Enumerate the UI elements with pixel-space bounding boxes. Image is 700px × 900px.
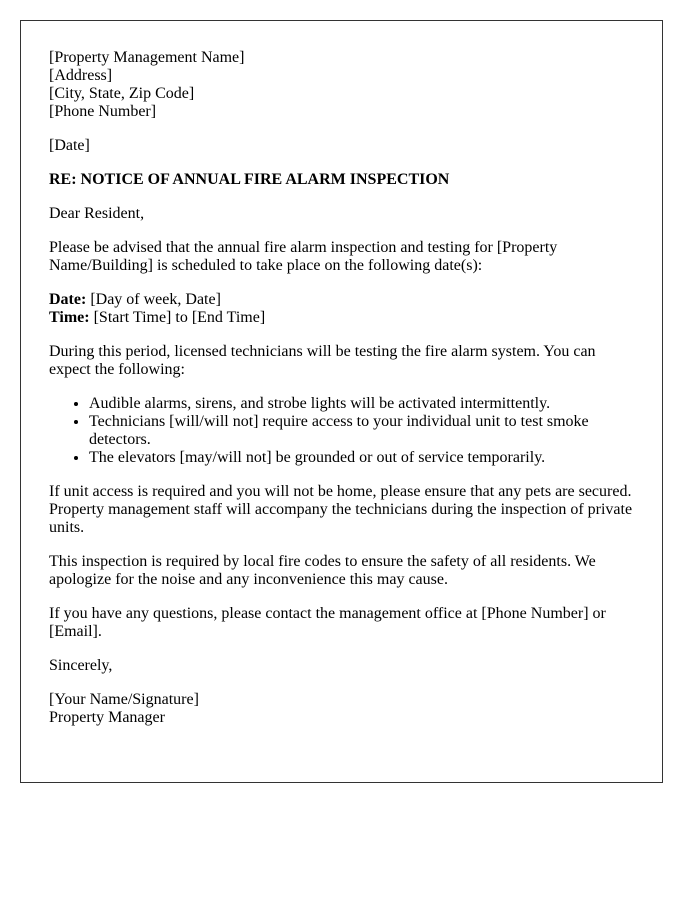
signature-title: Property Manager (49, 709, 165, 726)
intro-paragraph: Please be advised that the annual fire alarm inspection and testing for [Property Name/Building] is scheduled to take place on the following date(s): (49, 239, 558, 274)
list-item: • The elevators [may/will not] be grounded or out of service temporarily. (89, 449, 634, 467)
signature-block (49, 691, 634, 727)
expectations-list (49, 395, 634, 467)
date-value: [Day of week, Date] (86, 291, 221, 308)
list-item: • Technicians [will/will not] require access to your individual unit to test smoke detectors. (89, 413, 634, 449)
contact-paragraph: If you have any questions, please contact the management office at [Phone Number] or [Email]. (49, 605, 606, 640)
expect-intro: During this period, licensed technicians will be testing the fire alarm system. You can expect the following: (49, 343, 596, 378)
sender-phone: [Phone Number] (49, 103, 157, 120)
closing: Sincerely, (49, 657, 113, 674)
signature-name: [Your Name/Signature] (49, 691, 199, 708)
sender-address: [Address] (49, 67, 113, 84)
time-value: [Start Time] to [End Time] (89, 309, 266, 326)
letter (20, 20, 663, 783)
schedule-block (49, 291, 634, 327)
sender-name: [Property Management Name] (49, 49, 245, 66)
access-paragraph: If unit access is required and you will not be home, please ensure that any pets are secured. Property management staff will accompany the technicians during the inspection of private units. (49, 483, 633, 536)
sender-city: [City, State, Zip Code] (49, 85, 195, 102)
date-label: Date: (49, 291, 87, 308)
sender-block (49, 49, 634, 121)
list-item: • Audible alarms, sirens, and strobe lights will be activated intermittently. (89, 395, 634, 413)
time-label: Time: (49, 309, 90, 326)
reason-paragraph: This inspection is required by local fire codes to ensure the safety of all residents. We apologize for the noise and any inconvenience this may cause. (49, 553, 596, 588)
subject-line: RE: NOTICE OF ANNUAL FIRE ALARM INSPECTION (49, 171, 450, 188)
letter-date: [Date] (49, 137, 90, 154)
salutation: Dear Resident, (49, 205, 145, 222)
